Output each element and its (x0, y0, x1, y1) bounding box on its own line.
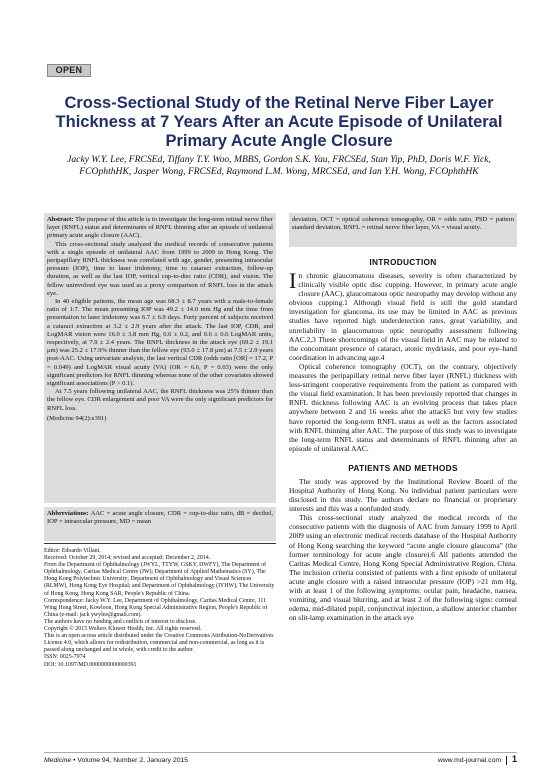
footer-volume: Volume 94, Number 2, January 2015 (77, 757, 189, 764)
abbreviations-continued: deviation, OCT = optical coherence tomography, OR = odds ratio, PSD = pattern standard deviation, RNFL = retinal nerve fiber layer, VA = visual acuity. (289, 213, 517, 247)
note-line: Received: October 29, 2014; revised and accepted: December 2, 2014. (44, 555, 211, 562)
introduction-heading: INTRODUCTION (369, 257, 437, 267)
note-line: This is an open access article distributed under the Creative Commons Attribution-NoDerivatives License 4.0, which allows for redistribution, commercial and non-commercial, as long as it is passed along unchanged and in whole, with credit to the author. (44, 633, 274, 654)
footer-journal-name: Medicine (44, 757, 72, 764)
abstract-p3: In 40 eligible patients, the mean age was 68.3 ± 8.7 years with a male-to-female ratio of 1:7. The mean presenting IOP was 49.2 ± 14.0 mm Hg and the time from presentation to laser iridotomy was 6.7 ± 6.9 days. Forty percent of subjects received a cataract extraction at 3.2 ± 2.9 years after the attack. The last IOP, CDR, and LogMAR vision were 16.0 ± 3.8 mm Hg, 0.6 ± 0.2, and 0.6 ± 0.6 LogMAR units, respectively, at 7.9 ± 2.4 years. The RNFL thickness in the attack eye (69.2 ± 19.1 μm) was 25.2 ± 17.9% thinner than the fellow eye (93.0 ± 17.8 μm) at 7.5 ± 2.9 years post-AAC. Using univariate analysis, the last vertical CDR (odds ratio [OR] = 17.2, P = 0.049) and LogMAR visual acuity (VA) (OR = 6.6, P = 0.03) were the only significant predictors for RNFL thinning whereas none of the other covariates showed significant associations (P > 0.1). (47, 298, 273, 388)
introduction-body (289, 268, 517, 453)
abbreviations-box (44, 507, 276, 541)
abstract-heading: Abstract: (47, 216, 74, 223)
page-footer (44, 755, 517, 766)
note-line: Editor: Edoardo Villani. (44, 548, 101, 554)
abstract-box (44, 213, 276, 503)
footer-website-link[interactable]: www.md-journal.com (437, 757, 501, 764)
intro-p2: Optical coherence tomography (OCT), on the contrary, objectively measures the peripapillary retinal nerve fiber layer (RNFL) thickness with less-stringent cooperative requirements from the patient as compared with the visual field examination. It has been previously reported that changes in RNFL thickness following AAC is an evolving process that takes place anywhere between 2 and 16 weeks after the attack5 but very few studies have reported the long-term RNFL status as well as the factors associated with RNFL thinning after AAC. The purpose of this study was to investigate the long-term RNFL status and determinants of RNFL thinning after an episode of unilateral AAC. (289, 361, 517, 453)
methods-heading: PATIENTS AND METHODS (348, 462, 458, 473)
note-line: Correspondence: Jacky W.Y. Lee, Department of Ophthalmology, Caritas Medical Centre, 111 Wing Hong Street, Kowloon, Hong Kong Special Administrative Region, People's Republic of China (e-mail: jack ywylee@gmail.com). (44, 597, 268, 618)
author-list: Jacky W.Y. Lee, FRCSEd, Tiffany T.Y. Woo, MBBS, Gordon S.K. Yau, FRCSEd, Stan Yip, PhD, Doris W.F. Yick, FCOphthHK, Jasper Wong, FRCSEd, Raymond L.M. Wong, MRCSEd, and Ian Y.H. Wong, FCOphthHK (67, 154, 491, 177)
abstract-p2: This cross-sectional study analyzed the medical records of consecutive patients with a single episode of unilateral AAC from 1999 to 2009 in Hong Kong. The peripapillary RNFL thickness was correlated with age, gender, presenting intraocular pressure (IOP), time to laser iridotomy, time to cataract extraction, follow-up duration, as well as the last IOP, vertical cup-to-disc ratio (CDR), and vision. The fellow uninvolved eye was used as a proxy comparison of RNFL loss in the attack eye. (47, 240, 273, 297)
intro-p1-text: n chronic glaucomatous diseases, severity is often characterized by clinically visible optic disc cupping. However, in primary acute angle closure (AAC), glaucomatous optic neuropathy may develop without any obvious cupping.1 Although visual field is still the gold standard investigation for glaucoma, its use may be limited in AAC as previous studies have reported high underdetection rates, great variability, and unreliability in glaucomatous optic neuropathy assessment following AAC.2,3 These shortcomings of the visual field in AAC may be related to the concomitant presence of cataract, atonic mydriasis, and poor eye–hand coordination in advancing age.4 (289, 271, 517, 362)
methods-p1: The study was approved by the Institutional Review Board of the Hospital Authority of Hong Kong. No individual patient particulars were disclosed in this study. The authors declare no financial or proprietary interests and this was a nonfunded study. (289, 476, 517, 514)
abstract-p1-text: The purpose of this article is to investigate the long-term retinal nerve fiber layer (RNFL) status and determinants of RNFL thinning after an episode of unilateral primary acute angle closure (AAC). (47, 216, 273, 240)
footer-divider (44, 752, 517, 753)
abstract-p4: At 7.5 years following unilateral AAC, the RNFL thickness was 25% thinner than the fellow eye. CDR enlargement and poor VA were the only significant predictors for RNFL loss. (47, 388, 273, 412)
note-line: ISSN: 0025-7974 (44, 654, 86, 661)
methods-body (289, 477, 517, 623)
footer-separator (506, 756, 507, 765)
note-line: DOI: 10.1097/MD.0000000000000391 (44, 661, 137, 668)
right-column (289, 213, 517, 622)
drop-cap: I (289, 268, 297, 293)
abstract-citation: (Medicine 94(2):e391) (47, 414, 107, 422)
abstract-p1 (47, 216, 273, 241)
abbreviations-heading: Abbreviations: (47, 510, 89, 517)
methods-p2: This cross-sectional study analyzed the medical records of the consecutive patients with the diagnosis of AAC from January 1999 to April 2009 using an electronic medical records database of the Hospital Authority of Hong Kong searching the keyword “acute angle closure glaucoma” (the former terminology for acute angle closure).6 All patients attended the Caritas Medical Centre, Hong Kong Special Administrative Region, China. The inclusion criteria consisted of patients with a first episode of unilateral acute angle closure with a raised intraocular pressure (IOP) >21 mm Hg, with at least 1 of the following symptoms: ocular pain, headache, nausea, vomiting, and visual blurring, and at least 2 of the following signs: corneal edema, mid-dilated pupil, conjunctival injection, a shallow anterior chamber on slit-lamp examination in the attack eye (289, 513, 517, 623)
footer-journal-info: Medicine • Volume 94, Number 2, January 2015 (44, 757, 189, 764)
note-line: From the Department of Ophthalmology (JWYL, TTYW, GSKY, DWFY), The Department of Ophthalmology, Caritas Medical Centre (JW); Department of Applied Mathematics (SY), The Hong Kong Polytechnic University; Department of Ophthalmology and Visual Sciences (RLMW), Hong Kong Eye Hospital; and Department of Ophthalmology (IYHW), The University of Hong Kong, Hong Kong SAR, People's Republic of China. (44, 562, 275, 597)
intro-p1 (289, 268, 517, 362)
article-notes (44, 543, 276, 669)
left-column (44, 213, 276, 541)
note-line: Copyright © 2015 Wolters Kluwer Health, Inc. All rights reserved. (44, 626, 202, 633)
abbreviations-text: AAC = acute angle closure, CDR = cup-to-disc ratio, dB = decibel, IOP = intraocular pressure, MD = mean (47, 510, 273, 526)
note-line: The authors have no funding and conflicts of interest to disclose. (44, 618, 197, 625)
page-number: 1 (511, 754, 517, 764)
article-title: Cross-Sectional Study of the Retinal Nerve Fiber Layer Thickness at 7 Years After an Acute Episode of Unilateral Primary Acute Angle Closure (55, 94, 503, 150)
open-access-badge: OPEN (47, 64, 91, 77)
